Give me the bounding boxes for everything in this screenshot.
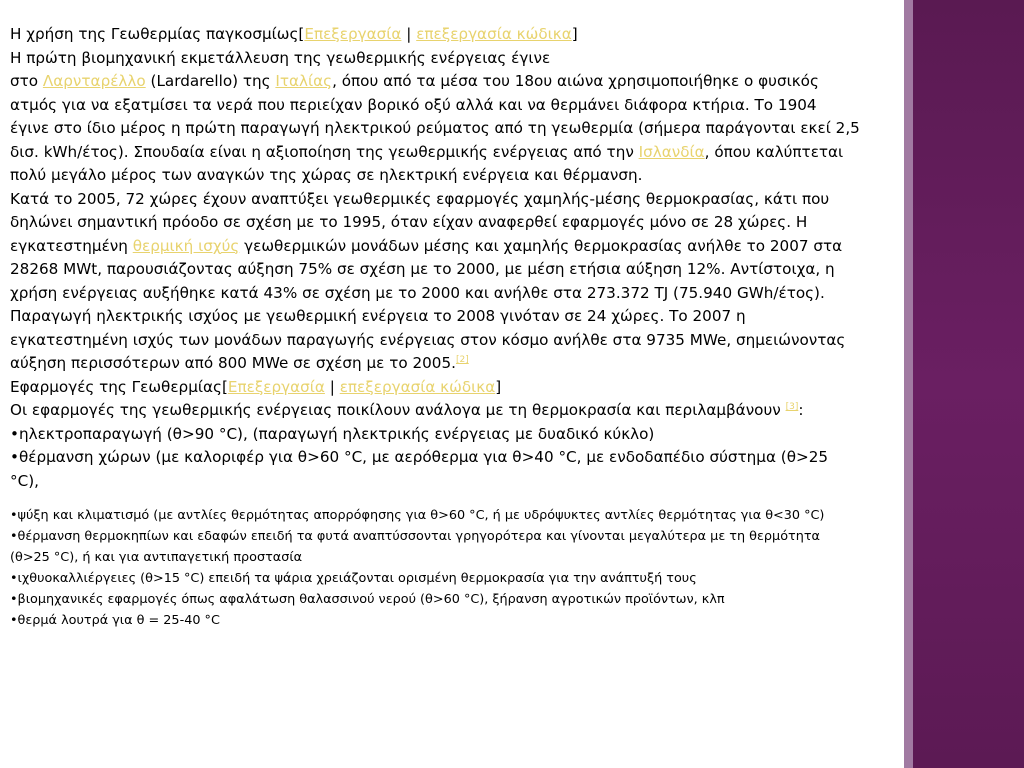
list-item: •βιομηχανικές εφαρμογές όπως αφαλάτωση θαλασσινού νερού (θ>60 °C), ξήρανση αγροτικών προϊόντων, κλπ	[10, 592, 725, 607]
main-text-block	[10, 23, 860, 493]
edit-link[interactable]: Επεξεργασία	[304, 25, 402, 43]
edit-link-2[interactable]: Επεξεργασία	[227, 377, 325, 396]
link-italy[interactable]: Ιταλίας	[275, 72, 333, 90]
list-item: •θέρμανση χώρων (με καλοριφέρ για θ>60 °C, με αερόθερμα για θ>40 °C, με ενδοδαπέδιο σύστημα (θ>25 °C),	[10, 448, 829, 490]
list-item: •ιχθυοκαλλιέργειες (θ>15 °C) επειδή τα ψάρια χρειάζονται ορισμένη θερμοκρασία για την ανάπτυξή τους	[10, 571, 697, 586]
decorative-side-panel	[913, 0, 1024, 768]
paragraph-4: Οι εφαρμογές της γεωθερμικής ενέργειας ποικίλουν ανάλογα με τη θερμοκρασία και περιλαμβάνουν [3]:	[10, 401, 804, 419]
edit-code-link-2[interactable]: επεξεργασία κώδικα	[339, 377, 496, 396]
paragraph-1: Η πρώτη βιομηχανική εκμετάλλευση της γεωθερμικής ενέργειας έγινε στο Λαρνταρέλλο (Lardarello) της Ιταλίας, όπου από τα μέσα του 18ου αιώνα χρησιμοποιήθηκε ο φυσικός ατμός για να εξατμίσει τα νερά που περιείχαν βορικό οξύ αλλά και να θερμάνει διάφορα κτήρια. Το 1904 έγινε στο ίδιο μέρος η πρώτη παραγωγή ηλεκτρικού ρεύματος από τη γεωθερμία (σήμερα παράγονται εκεί 2,5 δισ. kWh/έτος). Σπουδαία είναι η αξιοποίηση της γεωθερμικής ενέργειας από την Ισλανδία, όπου καλύπτεται πολύ μεγάλο μέρος των αναγκών της χώρας σε ηλεκτρική ενέργεια και θέρμανση.	[10, 48, 860, 184]
list-item: •θερμά λουτρά για θ = 25-40 °C	[10, 613, 220, 628]
small-text-block	[10, 505, 860, 631]
paragraph-3: Παραγωγή ηλεκτρικής ισχύος με γεωθερμική ενέργεια το 2008 γινόταν σε 24 χώρες. Το 2007 η εγκατεστημένη ισχύς των μονάδων παραγωγής ενέργειας στον κόσμο ανήλθε στα 9735 MWe, σημειώνοντας αύξηση περισσότερων από 800 MWe σε σχέση με το 2005.[2]	[10, 307, 846, 372]
link-thermal-power[interactable]: θερμική ισχύς	[132, 236, 240, 255]
decorative-stripe	[904, 0, 913, 768]
link-lardarello[interactable]: Λαρνταρέλλο	[42, 72, 146, 90]
section2-heading-line: Εφαρμογές της Γεωθερμίας[Επεξεργασία | επεξεργασία κώδικα]	[10, 377, 502, 396]
paragraph-2: Κατά το 2005, 72 χώρες έχουν αναπτύξει γεωθερμικές εφαρμογές χαμηλής-μέσης θερμοκρασίας, κάτι που δηλώνει σημαντική πρόοδο σε σχέση με το 1995, όταν είχαν αναφερθεί εφαρμογές μόνο σε 28 χώρες. Η εγκατεστημένη θερμική ισχύς γεωθερμικών μονάδων μέσης και χαμηλής θερμοκρασίας ανήλθε το 2007 στα 28268 MWt, παρουσιάζοντας αύξηση 75% σε σχέση με το 2000, με μέση ετήσια αύξηση 12%. Αντίστοιχα, η χρήση ενέργειας αυξήθηκε κατά 43% σε σχέση με το 2000 και ανήλθε στα 273.372 TJ (75.940 GWh/έτος).	[10, 189, 843, 302]
section1-heading-line: Η χρήση της Γεωθερμίας παγκοσμίως[Επεξεργασία | επεξεργασία κώδικα]	[10, 25, 578, 43]
link-iceland[interactable]: Ισλανδία	[638, 142, 705, 161]
reference-2-link[interactable]: [2]	[455, 354, 469, 365]
section1-heading: Η χρήση της Γεωθερμίας παγκοσμίως	[10, 25, 299, 43]
slide-content	[10, 23, 860, 631]
list-item: •θέρμανση θερμοκηπίων και εδαφών επειδή τα φυτά αναπτύσσονται γρηγορότερα και γίνονται μεγαλύτερα με τη θερμότητα (θ>25 °C), ή και για αντιπαγετική προστασία	[10, 529, 820, 565]
reference-3-link[interactable]: [3]	[785, 401, 799, 412]
edit-code-link[interactable]: επεξεργασία κώδικα	[416, 25, 572, 43]
list-item: •ψύξη και κλιματισμό (με αντλίες θερμότητας απορρόφησης για θ>60 °C, ή με υδρόψυκτες αντλίες θερμότητας για θ<30 °C)	[10, 508, 825, 523]
list-item: •ηλεκτροπαραγωγή (θ>90 °C), (παραγωγή ηλεκτρικής ενέργειας με δυαδικό κύκλο)	[10, 424, 655, 443]
section2-heading: Εφαρμογές της Γεωθερμίας	[10, 377, 222, 396]
